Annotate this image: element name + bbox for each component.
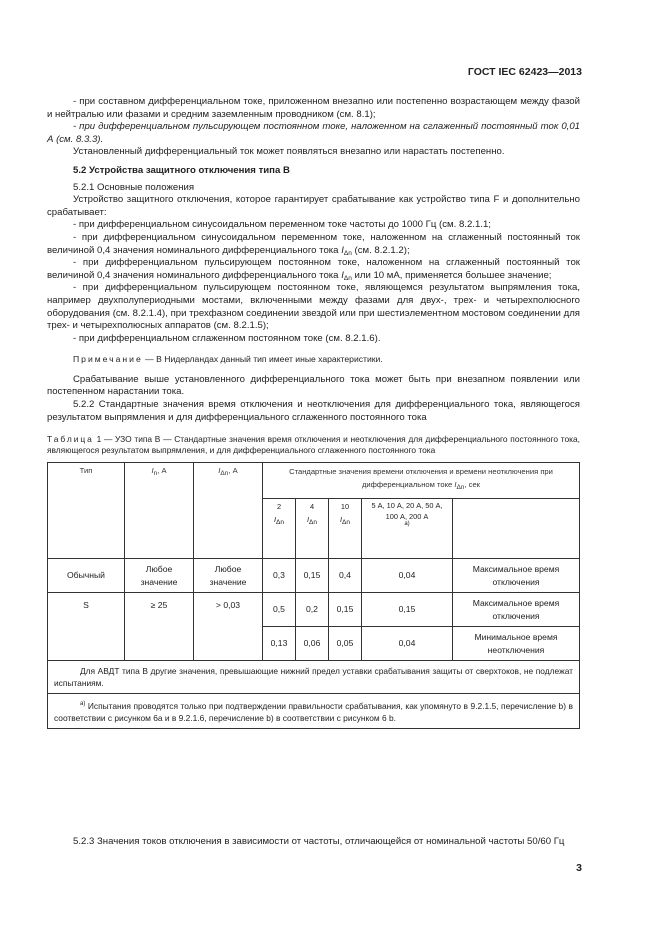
cell-in: ≥ 25	[125, 593, 194, 661]
sub-header-empty	[453, 499, 580, 559]
cell-idn: Любое значение	[194, 559, 263, 593]
paragraph: - при дифференциальном синусоидальном переменном токе, наложенном на сглаженный постоянный ток величиной 0,4 значения номинального дифференциального тока $I_{\Delta n}$ (см. 8.2.1.2);	[47, 231, 580, 257]
cell-desc: Минимальное время неотключения	[453, 627, 580, 661]
cell-idn: > 0,03	[194, 593, 263, 661]
sub-header-4: 4 $I_{\Delta n}$	[296, 499, 329, 559]
subsection-heading: 5.2.1 Основные положения	[73, 181, 195, 193]
standard-header: ГОСТ IEC 62423—2013	[467, 66, 582, 78]
symbol-i: I	[341, 269, 344, 281]
symbol-i: I	[341, 244, 344, 256]
table-footnote: $^{а)}$ Испытания проводятся только при подтверждении правильности срабатывания, как упомянуто в 9.2.1.5, перечисление b) в соответствии с рисунком 6а и в 9.2.1.6, перечисление b) в соответствии с рисунком 6 b.	[48, 694, 580, 729]
col-header-in: $I_n$, А	[125, 463, 194, 559]
table-footnote: Для АВДТ типа В другие значения, превышающие нижний предел уставки срабатывания защиты от сверхтоков, не подлежат испытаниям.	[48, 661, 580, 694]
cell-v2: 0,5	[263, 593, 296, 627]
paragraph: Установленный дифференциальный ток может появляться внезапно или нарастать постепенно.	[73, 146, 505, 158]
table-row	[48, 559, 580, 593]
paragraph: 5.2.2 Стандартные значения время отключения и неотключения для дифференциального тока, являющегося результатом выпрямления и для дифференциального сглаженного постоянного тока	[47, 399, 580, 423]
table-footnote-row	[48, 661, 580, 694]
cell-in: Любое значение	[125, 559, 194, 593]
cell-desc: Максимальное время отключения	[453, 593, 580, 627]
paragraph: - при дифференциальном сглаженном постоянном токе (см. 8.2.1.6).	[73, 332, 381, 344]
table-footnote-row	[48, 694, 580, 729]
paragraph: Срабатывание выше установленного дифференциального тока может быть при внезапном появлении или постепенном нарастании тока.	[47, 373, 580, 398]
cell-v10: 0,15	[329, 593, 362, 627]
col-header-idn: $I_{\Delta n}$, А	[194, 463, 263, 559]
cell-v4: 0,15	[296, 559, 329, 593]
paragraph: - при дифференциальном синусоидальном переменном токе частоты до 1000 Гц (см. 8.2.1.1;	[73, 219, 491, 231]
paragraph: - при дифференциальном пульсирующем постоянном токе, наложенном на сглаженный постоянный ток величиной 0,4 значения номинального дифференциального тока $I_{\Delta n}$ или 10 мА, применяется большее значение;	[47, 257, 580, 282]
paragraph: 5.2.3 Значения токов отключения в зависимости от частоты, отличающейся от номинальной частоты 50/60 Гц	[73, 835, 565, 847]
cell-desc: Максимальное время отключения	[453, 559, 580, 593]
sub-header-2: 2 $I_{\Delta n}$	[263, 499, 296, 559]
paragraph: - при составном дифференциальном токе, приложенном внезапно или постепенно возрастающем между фазой и нейтралью или фазами и средним заземленным проводником (см. 8.1);	[47, 96, 580, 120]
sub-header-10: 10 $I_{\Delta n}$	[329, 499, 362, 559]
section-heading: 5.2 Устройства защитного отключения типа В	[73, 164, 290, 176]
cell-vbig: 0,15	[362, 593, 453, 627]
note: Примечание — В Нидерландах данный тип имеет иные характеристики.	[73, 354, 383, 365]
paragraph: - при дифференциальном пульсирующем постоянном токе, являющемся результатом выпрямления тока, например двухполупериодными мостами, включенными между фазами для двух-, трех- и четырехполюсного оборудования (см. 8.2.1.4), при трехфазном соединении звездой или при шестиэлементном мостовом соединении для трех- и четырехполюсных аппаратов (см. 8.2.1.5);	[47, 282, 580, 332]
sub-header-big: 5 А, 10 А, 20 А, 50 А, 100 А, 200 А $^{а)}$	[362, 499, 453, 559]
cell-vbig: 0,04	[362, 627, 453, 661]
cell-v2: 0,13	[263, 627, 296, 661]
cell-type: Обычный	[48, 559, 125, 593]
table-caption: Таблица 1 — УЗО типа В — Стандартные значения время отключения и неотключения для дифференциального постоянного тока, являющегося результатом выпрямления, и для дифференциального сглаженного постоянного тока	[47, 434, 580, 456]
page-body	[47, 96, 580, 729]
paragraph-italic: - при дифференциальном пульсирующем постоянном токе, наложенном на сглаженный постоянный ток 0,01 А (см. 8.3.3).	[47, 121, 580, 145]
cell-v10: 0,05	[329, 627, 362, 661]
cell-v4: 0,06	[296, 627, 329, 661]
paragraph: Устройство защитного отключения, которое гарантирует срабатывание как устройство типа F и дополнительно срабатывает:	[47, 194, 580, 218]
cell-type: S	[48, 593, 125, 661]
cell-v2: 0,3	[263, 559, 296, 593]
table-row	[48, 593, 580, 627]
cell-v4: 0,2	[296, 593, 329, 627]
times-table	[47, 462, 580, 729]
col-header-times: Стандартные значения времени отключения и времени неотключения при дифференциальном токе $I_{\Delta n}$, сек	[263, 463, 580, 499]
cell-vbig: 0,04	[362, 559, 453, 593]
cell-v10: 0,4	[329, 559, 362, 593]
page-number: 3	[576, 862, 582, 874]
col-header-type: Тип	[48, 463, 125, 559]
